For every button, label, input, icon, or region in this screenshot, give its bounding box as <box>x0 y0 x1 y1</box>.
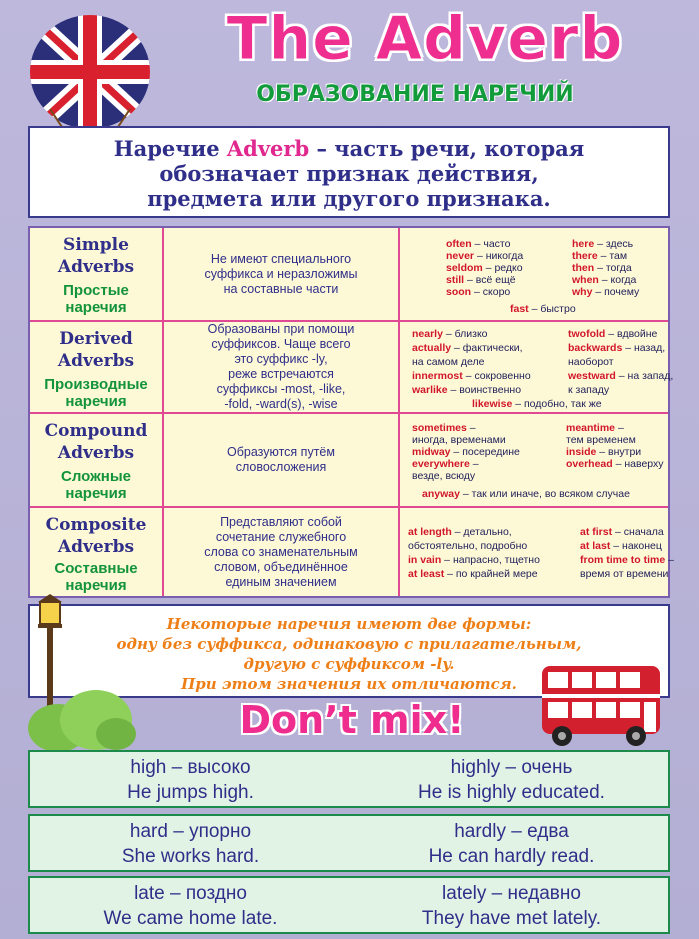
example: innermost – сокровенно <box>412 370 531 382</box>
example: soon – скоро <box>446 286 511 298</box>
examples-cell <box>400 414 668 506</box>
example: here – здесь <box>572 238 634 250</box>
pair-left: late – поздно We came home late. <box>103 883 278 929</box>
adverb-types-table <box>28 226 674 598</box>
example: иногда, временами <box>412 434 506 446</box>
dont-mix-heading: Don’t mix! <box>239 698 465 742</box>
example: likewise – подобно, так же <box>472 398 602 410</box>
example: at length – детально, <box>408 526 512 538</box>
type-name-cell: Simple Adverbs Простые наречия <box>30 228 164 320</box>
pair-right: lately – недавно They have met lately. <box>421 883 602 929</box>
description-cell: Не имеют специального суффикса и неразложимы на составные части <box>164 228 400 320</box>
description-cell: Образованы при помощи суффиксов. Чаще всего это суффикс -ly, реже встречаются суффиксы -most, -like, -fold, -ward(s), -wise <box>164 322 400 412</box>
definition-box <box>28 126 670 218</box>
example: never – никогда <box>446 250 524 262</box>
example: nearly – близко <box>412 328 488 340</box>
example: на самом деле <box>412 356 485 368</box>
bush-icon <box>26 688 136 750</box>
example: к западу <box>568 384 610 396</box>
example: from time to time – <box>580 554 674 566</box>
example: overhead – наверху <box>566 458 664 470</box>
table-row <box>30 414 668 508</box>
examples-cell <box>400 228 668 320</box>
table-row <box>30 228 668 322</box>
example: still – всё ещё <box>446 274 516 286</box>
example: at last – наконец <box>580 540 662 552</box>
double-decker-bus-icon <box>536 662 664 748</box>
examples-cell <box>400 322 674 412</box>
table-row <box>30 508 674 596</box>
description-cell: Образуются путём словосложения <box>164 414 400 506</box>
example: at first – сначала <box>580 526 664 538</box>
type-name-cell: Composite Adverbs Составные наречия <box>30 508 164 596</box>
description-cell: Представляют собой сочетание служебного слова со знаменательным словом, объединённое единым значением <box>164 508 400 596</box>
definition-line-1: Наречие Adverb – часть речи, которая <box>113 136 585 161</box>
example: twofold – вдвойне <box>568 328 658 340</box>
page-title: The Adverb <box>226 4 624 74</box>
type-name-cell: Derived Adverbs Производные наречия <box>30 322 164 412</box>
example: when – когда <box>572 274 637 286</box>
example: anyway – так или иначе, во всяком случае <box>422 488 630 500</box>
example: midway – посередине <box>412 446 520 458</box>
page-subtitle: ОБРАЗОВАНИЕ НАРЕЧИЙ <box>256 82 574 107</box>
example: наоборот <box>568 356 614 368</box>
example: sometimes – <box>412 422 476 434</box>
example: тем временем <box>566 434 636 446</box>
example: время от времени <box>580 568 669 580</box>
example: actually – фактически, <box>412 342 523 354</box>
example: seldom – редко <box>446 262 523 274</box>
example: warlike – воинственно <box>412 384 522 396</box>
pair-right: highly – очень He is highly educated. <box>418 757 605 803</box>
example: then – тогда <box>572 262 632 274</box>
example: often – часто <box>446 238 511 250</box>
example: inside – внутри <box>566 446 642 458</box>
definition-line-3: предмета или другого признака. <box>147 186 551 211</box>
example: there – там <box>572 250 628 262</box>
definition-line-2: обозначает признак действия, <box>159 161 539 186</box>
example: everywhere – <box>412 458 479 470</box>
pair-box <box>28 814 670 872</box>
pair-box <box>28 750 670 808</box>
example: meantime – <box>566 422 624 434</box>
example: at least – по крайней мере <box>408 568 538 580</box>
example: backwards – назад, <box>568 342 666 354</box>
example: обстоятельно, подробно <box>408 540 528 552</box>
examples-cell <box>400 508 674 596</box>
pair-right: hardly – едва He can hardly read. <box>428 821 595 867</box>
two-forms-note: Некоторые наречия имеют две формы: одну без суффикса, одинаковую с прилагательным, другую с суффиксом -ly. При этом значения их отличаются. <box>28 604 670 698</box>
type-name-cell: Compound Adverbs Сложные наречия <box>30 414 164 506</box>
pair-left: hard – упорно She works hard. <box>121 821 260 867</box>
pair-box <box>28 876 670 934</box>
example: fast – быстро <box>510 303 576 315</box>
example: westward – на запад, <box>568 370 674 382</box>
pair-left: high – высоко He jumps high. <box>127 757 254 803</box>
table-row <box>30 322 674 414</box>
example: in vain – напрасно, тщетно <box>408 554 540 566</box>
example: why – почему <box>572 286 640 298</box>
example: везде, всюду <box>412 470 476 482</box>
